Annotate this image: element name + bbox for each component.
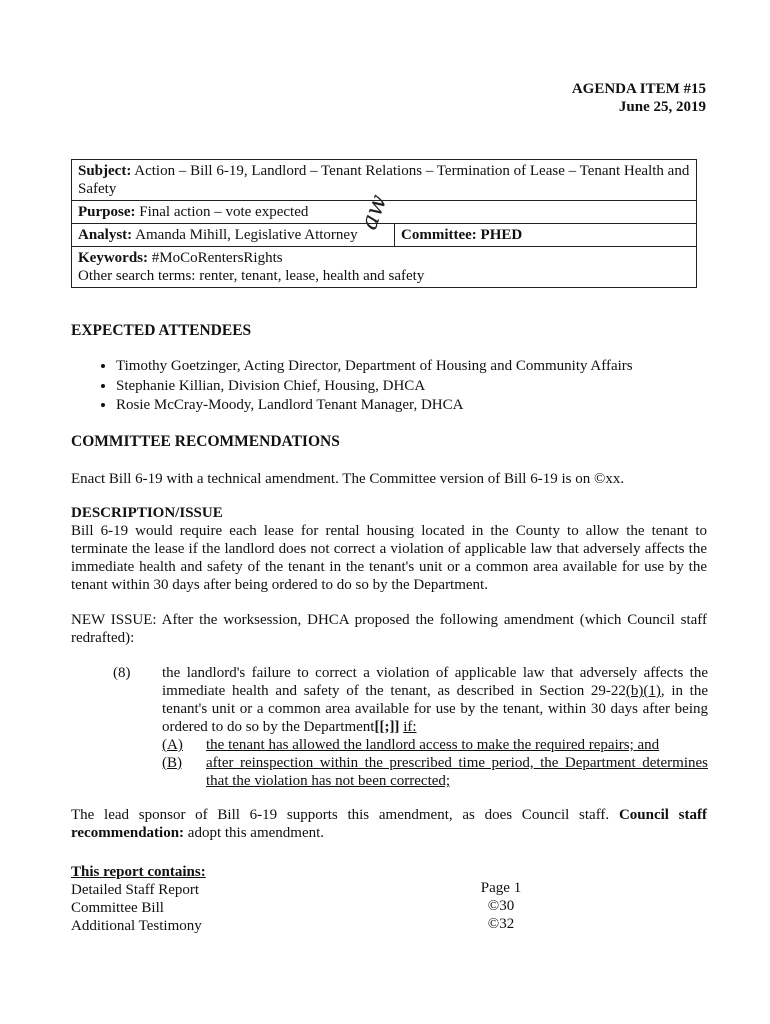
other-search-terms: Other search terms: renter, tenant, lease, health and safety xyxy=(78,268,425,284)
attendee-item: • Stephanie Killian, Division Chief, Housing, DHCA xyxy=(116,377,633,397)
amendment-sub-a xyxy=(162,736,708,754)
keywords-label: Keywords: xyxy=(78,250,148,266)
keywords-text: #MoCoRentersRights xyxy=(151,250,283,266)
contents-page: ©30 xyxy=(487,898,515,914)
contents-item: Committee Bill xyxy=(71,900,164,916)
handwritten-initials: aw xyxy=(354,190,393,234)
agenda-date: June 25, 2019 xyxy=(618,99,706,115)
analyst-label: Analyst: xyxy=(78,227,133,243)
support-paragraph xyxy=(71,806,707,842)
recommendations-text: Enact Bill 6-19 with a technical amendment. The Committee version of Bill 6-19 is on ©xx. xyxy=(71,471,625,487)
support-rest: adopt this amendment. xyxy=(187,825,325,841)
amendment-if: if: xyxy=(403,719,417,735)
amendment-text-a: the landlord's failure to correct a violation of applicable law that adversely affects the immediate health and safety of the tenant, as described in Section 29-22 xyxy=(162,665,708,699)
attendee-item: • Timothy Goetzinger, Acting Director, Department of Housing and Community Affairs xyxy=(116,357,633,377)
subject-label: Subject: xyxy=(78,163,132,179)
contents-pages xyxy=(470,879,532,933)
subject-row xyxy=(72,160,696,201)
report-contents xyxy=(71,863,206,935)
keywords-row xyxy=(72,247,696,287)
amendment-deletion: [[;]] xyxy=(374,719,400,735)
analyst-row xyxy=(72,224,696,247)
sub-b-letter: (B) xyxy=(162,755,182,771)
contents-page: Page 1 xyxy=(480,880,522,896)
committee-text: PHED xyxy=(480,227,523,243)
description-heading: DESCRIPTION/ISSUE xyxy=(71,505,223,521)
description-text: Bill 6-19 would require each lease for rental housing located in the County to allow the tenant to terminate the lease if the landlord does not correct a violation of applicable law that adversely affects the immediate health and safety of the tenant in the tenant's unit or a common area available for use by the tenant within 30 days after being ordered to do so by the Department. xyxy=(71,523,707,593)
subject-text: Action – Bill 6-19, Landlord – Tenant Relations – Termination of Lease – Tenant Health and Safety xyxy=(78,163,690,197)
recommendations-heading: COMMITTEE RECOMMENDATIONS xyxy=(71,433,340,450)
sub-b-text: after reinspection within the prescribed time period, the Department determines that the violation has not been corrected; xyxy=(206,755,708,789)
amendment-section-ref: (b)(1) xyxy=(625,683,661,699)
analyst-text: Amanda Mihill, Legislative Attorney xyxy=(135,227,358,243)
contents-item: Detailed Staff Report xyxy=(71,882,200,898)
new-issue-text: NEW ISSUE: After the worksession, DHCA proposed the following amendment (which Council staff redrafted): xyxy=(71,612,707,646)
purpose-text: Final action – vote expected xyxy=(139,204,309,220)
support-bold: Council staff recommendation: xyxy=(71,807,708,841)
contents-heading: This report contains: xyxy=(71,864,206,880)
agenda-item-number: AGENDA ITEM #15 xyxy=(571,81,706,97)
sub-a-text: the tenant has allowed the landlord access to make the required repairs; and xyxy=(206,737,660,753)
attendees-heading: EXPECTED ATTENDEES xyxy=(71,322,252,339)
purpose-label: Purpose: xyxy=(78,204,136,220)
amendment-block xyxy=(113,664,708,790)
attendee-item: • Rosie McCray-Moody, Landlord Tenant Manager, DHCA xyxy=(116,396,633,416)
contents-item: Additional Testimony xyxy=(71,918,202,934)
agenda-header xyxy=(572,80,706,116)
amendment-text-b: , in the tenant's unit or a common area available for use by the tenant, within 30 days after being ordered to do so by the Department xyxy=(162,683,708,735)
amendment-sub-b xyxy=(162,754,708,790)
amendment-number: (8) xyxy=(113,665,131,681)
attendees-list xyxy=(76,357,633,416)
contents-page: ©32 xyxy=(487,916,515,932)
committee-label: Committee: xyxy=(401,227,477,243)
support-text: The lead sponsor of Bill 6-19 supports this amendment, as does Council staff. xyxy=(71,807,610,823)
sub-a-letter: (A) xyxy=(162,737,183,753)
